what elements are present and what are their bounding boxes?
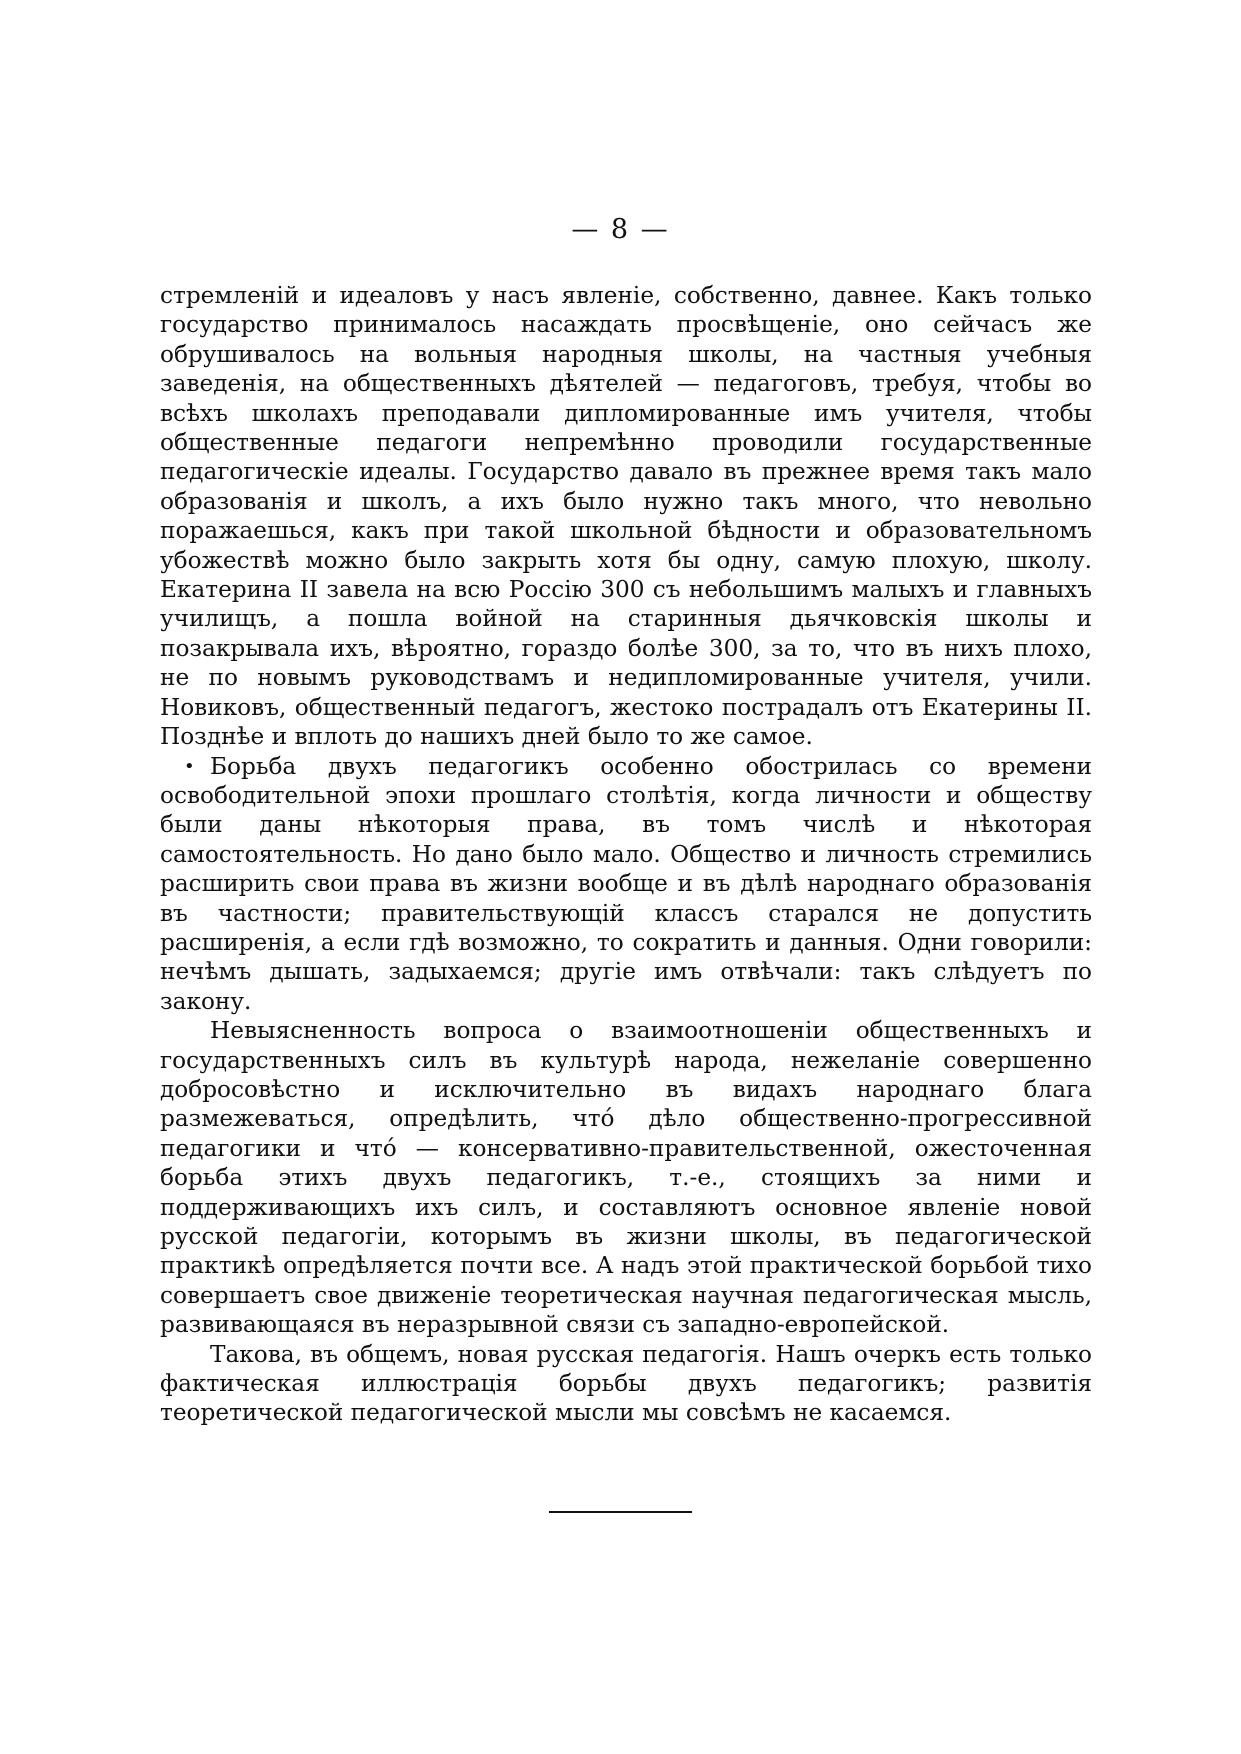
paragraph-summary: Такова, въ общемъ, новая русская педагогія. Нашъ очеркъ есть только фактическая иллюстрація борьбы двухъ педагогикъ; развитія теоретической педагогической мысли мы совсѣмъ не касаемся. xyxy=(160,1340,1092,1427)
paragraph-struggle-text: Борьба двухъ педагогикъ особенно обострилась со времени освободительной эпохи прошлаго столѣтія, когда личности и обществу были даны нѣкоторыя права, въ томъ числѣ и нѣкоторая самостоятельность. Но дано было мало. Общество и личность стремились расширить свои права въ жизни вообще и въ дѣлѣ народнаго образованія въ частности; правительствующій классъ старался не допустить расширенія, а если гдѣ возможно, то сократить и данныя. Одни говорили: нечѣмъ дышать, задыхаемся; другіе имъ отвѣчали: такъ слѣдуетъ по закону. xyxy=(160,752,1092,1015)
paragraph-uncertainty: Невыясненность вопроса о взаимоотношеніи общественныхъ и государственныхъ силъ въ культурѣ народа, нежеланіе совершенно добросовѣстно и исключительно въ видахъ народнаго блага размежеваться, опредѣлить, что́ дѣло общественно-прогрессивной педагогики и что́ — консервативно-правительственной, ожесточенная борьба этихъ двухъ педагогикъ, т.-е., стоящихъ за ними и поддерживающихъ ихъ силъ, и составляютъ основное явленіе новой русской педагогіи, которымъ въ жизни школы, въ педагогической практикѣ опредѣляется почти все. А надъ этой практической борьбой тихо совершаетъ свое движеніе теоретическая научная педагогическая мысль, развивающаяся въ неразрывной связи съ западно-европейской. xyxy=(160,1017,1092,1339)
page-number: — 8 — xyxy=(571,214,670,245)
body-text xyxy=(160,281,1092,1428)
section-end-rule xyxy=(549,1511,692,1513)
paragraph-mark: • xyxy=(184,755,195,777)
paragraph-struggle xyxy=(160,752,1092,1017)
paragraph-continuation: стремленій и идеаловъ у насъ явленіе, собственно, давнее. Какъ только государство принималось насаждать просвѣщеніе, оно сейчасъ же обрушивалось на вольныя народныя школы, на частныя учебныя заведенія, на общественныхъ дѣятелей — педагоговъ, требуя, чтобы во всѣхъ школахъ преподавали дипломированные имъ учителя, чтобы общественные педагоги непремѣнно проводили государственные педагогическіе идеалы. Государство давало въ прежнее время такъ мало образованія и школъ, а ихъ было нужно такъ много, что невольно поражаешься, какъ при такой школьной бѣдности и образовательномъ убожествѣ можно было закрыть хотя бы одну, самую плохую, школу. Екатерина II завела на всю Россію 300 съ небольшимъ малыхъ и главныхъ училищъ, а пошла войной на старинныя дьячковскія школы и позакрывала ихъ, вѣроятно, гораздо болѣе 300, за то, что въ нихъ плохо, не по новымъ руководствамъ и недипломированные учителя, учили. Новиковъ, общественный педагогъ, жестоко пострадалъ отъ Екатерины II. Позднѣе и вплоть до нашихъ дней было то же самое. xyxy=(160,282,1092,751)
